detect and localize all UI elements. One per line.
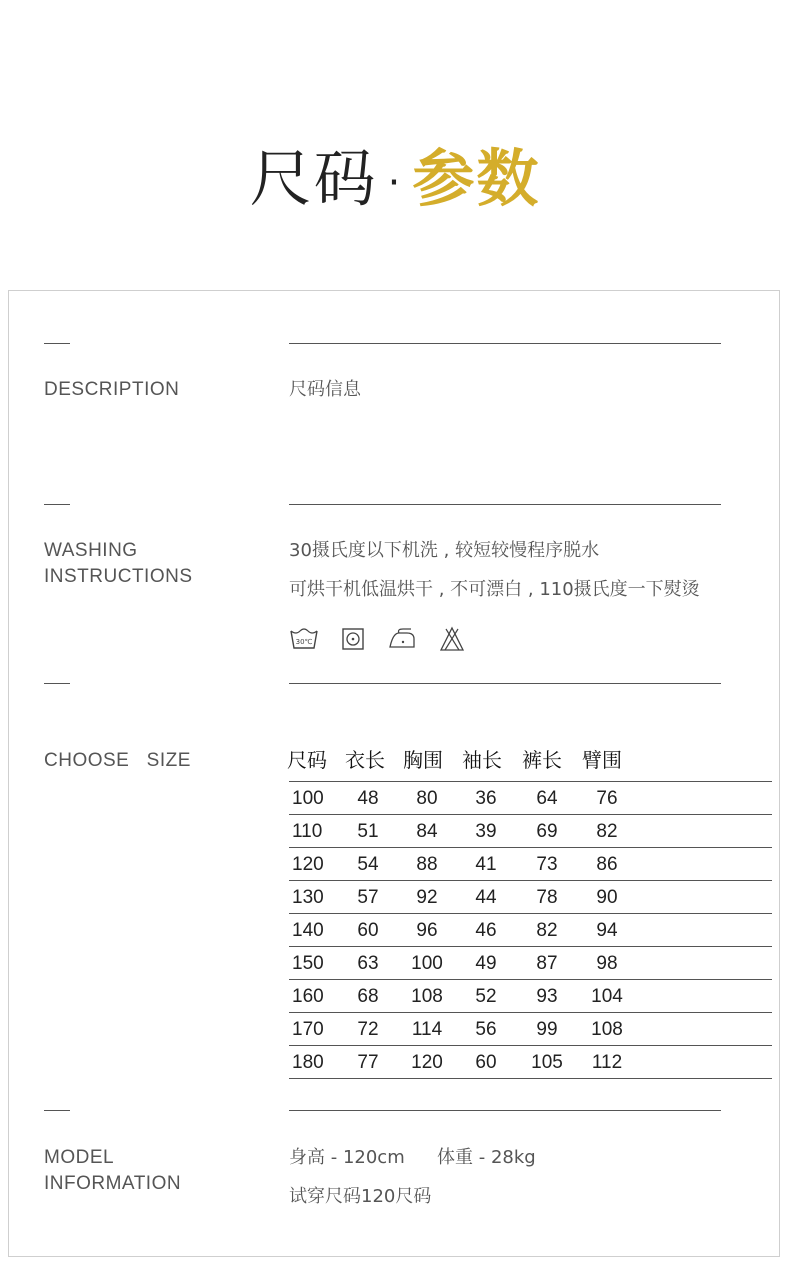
size-cell: 68 bbox=[342, 980, 394, 1013]
size-cell: 88 bbox=[394, 848, 460, 881]
size-cell: 72 bbox=[342, 1013, 394, 1046]
size-cell: 98 bbox=[582, 947, 632, 980]
size-cell: 100 bbox=[394, 947, 460, 980]
size-row bbox=[289, 881, 772, 914]
iron-icon bbox=[387, 627, 417, 651]
section-dash bbox=[44, 343, 70, 344]
size-cell: 87 bbox=[512, 947, 582, 980]
size-header-cell: 尺码 bbox=[287, 748, 327, 772]
title-separator: · bbox=[387, 159, 403, 206]
size-row bbox=[289, 1046, 772, 1079]
size-cell: 92 bbox=[394, 881, 460, 914]
size-row bbox=[289, 782, 772, 815]
size-row bbox=[289, 947, 772, 980]
size-cell: 82 bbox=[582, 815, 632, 848]
washing-label-line1: WASHING bbox=[44, 540, 138, 561]
size-cell: 63 bbox=[342, 947, 394, 980]
wash-30-icon bbox=[289, 626, 319, 652]
model-weight: 体重 - 28kg bbox=[437, 1147, 536, 1168]
size-cell: 86 bbox=[582, 848, 632, 881]
size-header-cell: 衣长 bbox=[345, 748, 385, 772]
section-rule bbox=[289, 683, 721, 684]
size-cell: 150 bbox=[289, 947, 342, 980]
size-cell: 64 bbox=[512, 782, 582, 815]
size-row bbox=[289, 848, 772, 881]
size-cell: 49 bbox=[460, 947, 512, 980]
size-row-filler bbox=[632, 947, 772, 980]
size-cell: 52 bbox=[460, 980, 512, 1013]
size-cell: 44 bbox=[460, 881, 512, 914]
size-cell: 54 bbox=[342, 848, 394, 881]
size-cell: 78 bbox=[512, 881, 582, 914]
size-cell: 39 bbox=[460, 815, 512, 848]
size-row-filler bbox=[632, 1013, 772, 1046]
wash-temp-text: 30℃ bbox=[295, 638, 313, 646]
size-cell: 104 bbox=[582, 980, 632, 1013]
size-header-cell: 袖长 bbox=[462, 748, 502, 772]
size-row bbox=[289, 980, 772, 1013]
size-cell: 180 bbox=[289, 1046, 342, 1079]
size-cell: 93 bbox=[512, 980, 582, 1013]
tumble-dry-icon bbox=[341, 627, 365, 651]
model-height: 身高 - 120cm bbox=[289, 1147, 405, 1168]
size-row-filler bbox=[632, 1046, 772, 1079]
washing-line1: 30摄氏度以下机洗 , 较短较慢程序脱水 bbox=[289, 540, 600, 561]
size-cell: 100 bbox=[289, 782, 342, 815]
size-cell: 110 bbox=[289, 815, 342, 848]
size-cell: 108 bbox=[394, 980, 460, 1013]
size-cell: 112 bbox=[582, 1046, 632, 1079]
size-label: CHOOSE SIZE bbox=[44, 750, 191, 771]
description-label: DESCRIPTION bbox=[44, 379, 180, 400]
size-cell: 51 bbox=[342, 815, 394, 848]
model-label-line2: INFORMATION bbox=[44, 1173, 182, 1194]
size-cell: 170 bbox=[289, 1013, 342, 1046]
section-dash bbox=[44, 504, 70, 505]
title-part-size: 尺码 bbox=[249, 142, 378, 215]
washing-label-line2: INSTRUCTIONS bbox=[44, 566, 193, 587]
section-dash bbox=[44, 683, 70, 684]
size-cell: 96 bbox=[394, 914, 460, 947]
size-cell: 77 bbox=[342, 1046, 394, 1079]
size-table-header bbox=[287, 747, 632, 773]
section-dash bbox=[44, 1110, 70, 1111]
size-cell: 36 bbox=[460, 782, 512, 815]
size-cell: 46 bbox=[460, 914, 512, 947]
no-bleach-icon bbox=[439, 626, 465, 652]
size-row bbox=[289, 1013, 772, 1046]
care-icons bbox=[289, 624, 465, 654]
size-cell: 60 bbox=[460, 1046, 512, 1079]
size-cell: 99 bbox=[512, 1013, 582, 1046]
size-row-filler bbox=[632, 848, 772, 881]
size-cell: 56 bbox=[460, 1013, 512, 1046]
size-row bbox=[289, 815, 772, 848]
size-row-filler bbox=[632, 782, 772, 815]
model-size-worn: 试穿尺码120尺码 bbox=[289, 1186, 432, 1207]
size-row-filler bbox=[632, 980, 772, 1013]
size-cell: 105 bbox=[512, 1046, 582, 1079]
washing-line2: 可烘干机低温烘干 , 不可漂白 , 110摄氏度一下熨烫 bbox=[289, 579, 700, 600]
title-part-params: 参数 bbox=[412, 142, 541, 215]
size-cell: 69 bbox=[512, 815, 582, 848]
size-cell: 48 bbox=[342, 782, 394, 815]
size-row bbox=[289, 914, 772, 947]
size-row-filler bbox=[632, 815, 772, 848]
section-rule bbox=[289, 504, 721, 505]
size-cell: 82 bbox=[512, 914, 582, 947]
size-table bbox=[289, 781, 772, 1079]
size-cell: 60 bbox=[342, 914, 394, 947]
size-cell: 120 bbox=[394, 1046, 460, 1079]
size-cell: 84 bbox=[394, 815, 460, 848]
size-cell: 108 bbox=[582, 1013, 632, 1046]
size-cell: 41 bbox=[460, 848, 512, 881]
size-cell: 94 bbox=[582, 914, 632, 947]
size-header-cell: 裤长 bbox=[522, 748, 562, 772]
size-cell: 120 bbox=[289, 848, 342, 881]
size-cell: 90 bbox=[582, 881, 632, 914]
description-value: 尺码信息 bbox=[289, 379, 361, 400]
size-cell: 73 bbox=[512, 848, 582, 881]
size-cell: 160 bbox=[289, 980, 342, 1013]
size-cell: 76 bbox=[582, 782, 632, 815]
section-rule bbox=[289, 343, 721, 344]
size-row-filler bbox=[632, 914, 772, 947]
model-label-line1: MODEL bbox=[44, 1147, 115, 1168]
size-row-filler bbox=[632, 881, 772, 914]
size-header-cell: 胸围 bbox=[403, 748, 443, 772]
size-cell: 57 bbox=[342, 881, 394, 914]
page-title bbox=[0, 142, 790, 220]
size-cell: 130 bbox=[289, 881, 342, 914]
size-cell: 80 bbox=[394, 782, 460, 815]
section-rule bbox=[289, 1110, 721, 1111]
size-cell: 114 bbox=[394, 1013, 460, 1046]
size-cell: 140 bbox=[289, 914, 342, 947]
size-header-cell: 臂围 bbox=[582, 748, 622, 772]
